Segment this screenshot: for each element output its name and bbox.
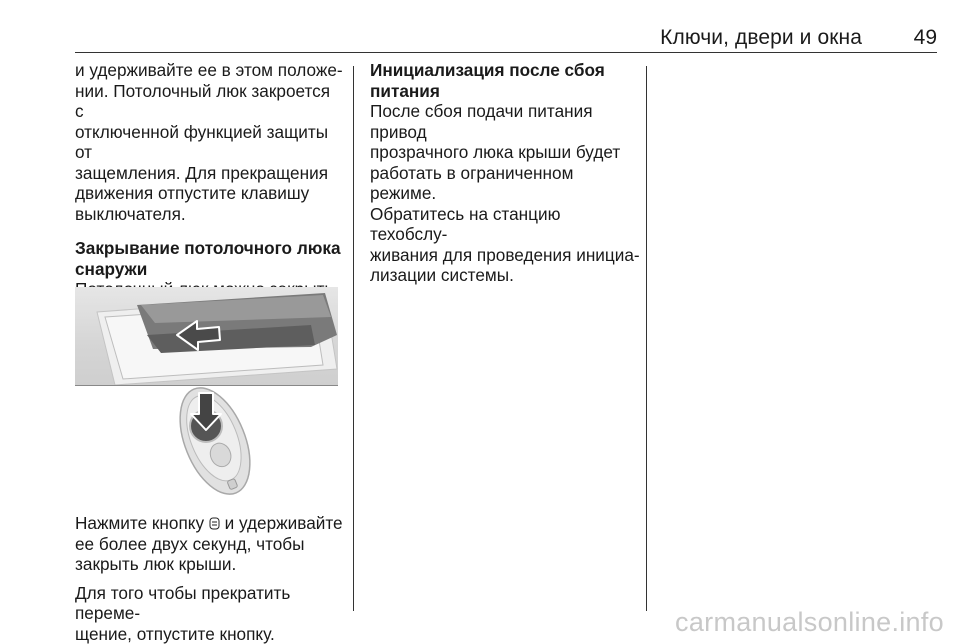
intro-paragraph: и удерживайте ее в этом положе- нии. Потолочный люк закроется с отключенной функцией защиты от защемления. Для прекращения движения отпустите клавишу выключателя. (75, 60, 343, 224)
sunroof-illustration (75, 287, 338, 385)
page-number: 49 (914, 26, 937, 50)
column-divider (646, 66, 647, 611)
watermark: carmanualsonline.info (675, 607, 944, 638)
remote-key-illustration (75, 386, 338, 499)
section-heading-init: Инициализация после сбоя питания (370, 60, 642, 101)
section-body-init: После сбоя подачи питания привод прозрачного люка крыши будет работать в ограниченном режиме. Обратитесь на станцию техобслу- живания для проведения инициа- лизации системы. (370, 101, 642, 286)
caption-paragraph-1: Нажмите кнопку и удерживайте ее более двух секунд, чтобы закрыть люк крыши. (75, 513, 343, 575)
caption (75, 513, 343, 644)
page-header (75, 26, 937, 52)
column-divider (353, 66, 354, 611)
header-rule (75, 52, 937, 53)
right-column (370, 60, 642, 286)
caption-paragraph-2: Для того чтобы прекратить переме- щение, отпустите кнопку. (75, 583, 343, 644)
sunroof-key-icon (209, 517, 220, 530)
chapter-title: Ключи, двери и окна (660, 26, 862, 50)
illustration (75, 287, 338, 499)
section-heading-close-outside: Закрывание потолочного люка снаружи (75, 238, 343, 279)
